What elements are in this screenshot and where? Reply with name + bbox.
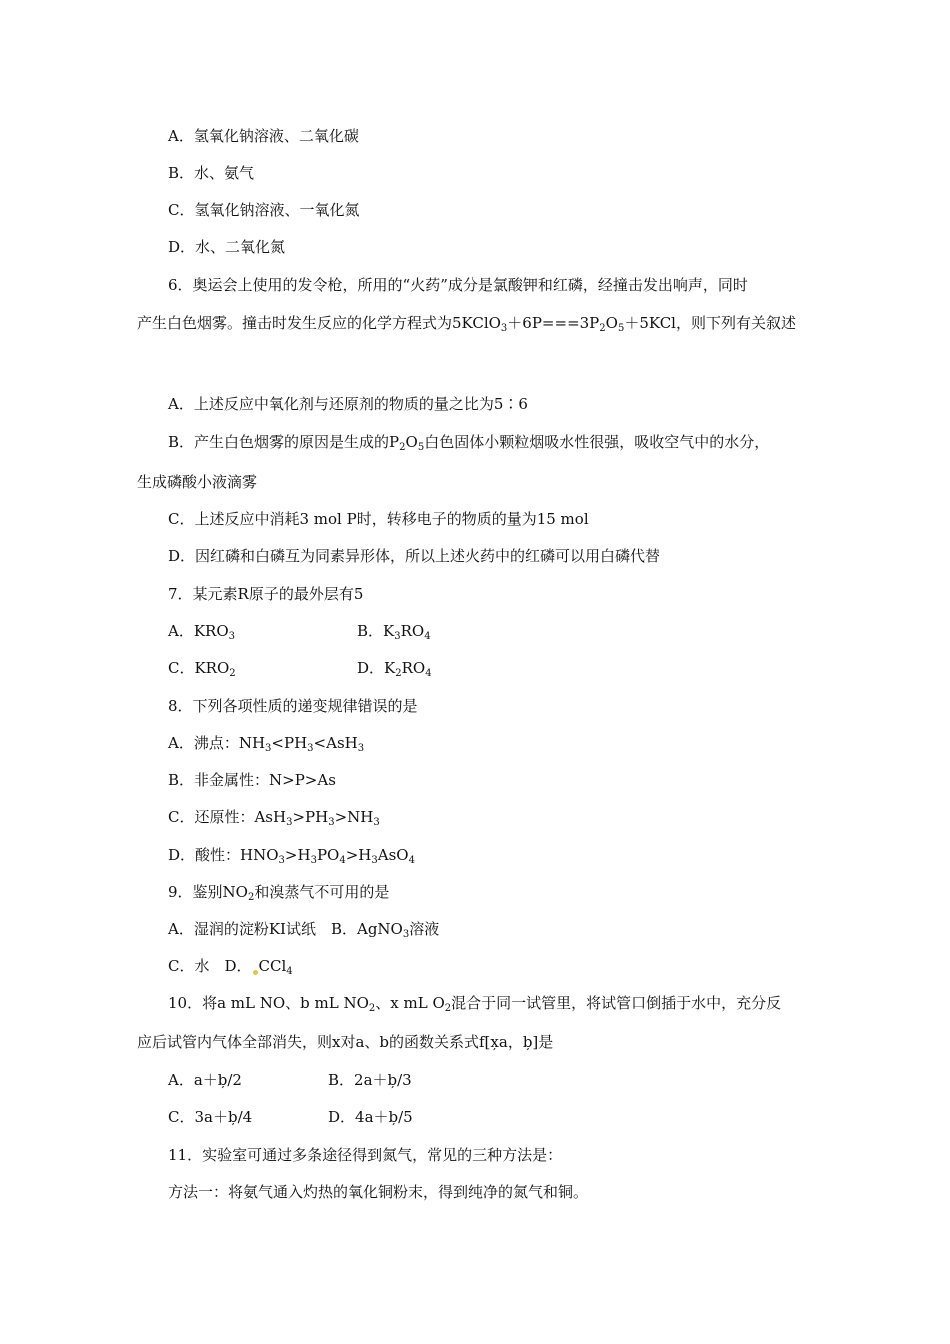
highlight-mark — [253, 970, 258, 975]
q10-option-d: D．4a＋b̦/5 — [328, 1108, 413, 1126]
q8-option-c: C．还原性：$AsH_3>PH_3>NH_3$ — [168, 808, 380, 828]
q7-stem: 7．某元素R原子的最外层有5 — [168, 585, 364, 603]
q11-stem: 11．实验室可通过多条途径得到氮气，常见的三种方法是： — [168, 1146, 563, 1164]
q8-option-b: B．非金属性：N>P>As — [168, 771, 336, 789]
q8-option-d: D．酸性：$HNO_3>H_3PO_4>H_3AsO_4$ — [168, 846, 415, 866]
q5-option-a: A．氢氧化钠溶液、二氧化碳 — [168, 127, 359, 145]
q7-option-c: C．$KRO_2$ — [168, 659, 236, 679]
q9-options-cd: C．水 D． CCl$_4$ — [168, 957, 293, 977]
q10-stem-line1: 10．将a mL NO、b mL $NO_2$、x mL $O_2$混合于同一试管里，将试管口倒插于水中，充分反 — [168, 994, 782, 1014]
q9-options-ab: A．湿润的淀粉KI试纸 B．AgNO$_3$溶液 — [168, 920, 440, 940]
q6-stem-line2: 产生白色烟雾。撞击时发生反应的化学方程式为$5KClO_3+6P===3P_2O_5+5KCl$，则下列有关叙述 — [137, 314, 796, 334]
q10-option-c: C．3a＋b̦/4 — [168, 1108, 253, 1126]
q7-option-a: A．$KRO_3$ — [168, 622, 236, 642]
q10-stem-line2: 应后试管内气体全部消失，则x对a、b的函数关系式f[x̦a，b̦]是 — [137, 1033, 554, 1051]
q6-stem-line1: 6．奥运会上使用的发令枪，所用的“火药”成分是氯酸钾和红磷，经撞击发出响声，同时 — [168, 276, 748, 294]
q11-method1: 方法一：将氨气通入灼热的氧化铜粉末，得到纯净的氮气和铜。 — [168, 1183, 589, 1201]
q9-stem: 9．鉴别$NO_2$和溴蒸气不可用的是 — [168, 883, 390, 903]
q10-option-b: B．2a＋b̦/3 — [328, 1071, 412, 1089]
q8-stem: 8．下列各项性质的递变规律错误的是 — [168, 697, 418, 715]
q6-option-a: A．上述反应中氧化剂与还原剂的物质的量之比为5∶6 — [168, 395, 528, 413]
q6-option-b-line1: B．产生白色烟雾的原因是生成的$P_2O_5$白色固体小颗粒烟吸水性很强，吸收空气中的水分， — [168, 433, 770, 453]
q5-option-c: C．氢氧化钠溶液、一氧化氮 — [168, 201, 360, 219]
q7-option-b: B．$K_3RO_4$ — [357, 622, 431, 642]
q6-option-d: D．因红磷和白磷互为同素异形体，所以上述火药中的红磷可以用白磷代替 — [168, 547, 661, 565]
q7-option-d: D．$K_2RO_4$ — [357, 659, 432, 679]
q5-option-d: D．水、二氧化氮 — [168, 238, 286, 256]
q6-option-b-line2: 生成磷酸小液滴雾 — [137, 473, 258, 491]
q6-option-c: C．上述反应中消耗3 mol P时，转移电子的物质的量为15 mol — [168, 510, 589, 528]
q8-option-a: A．沸点：$NH_3<PH_3<AsH_3$ — [168, 734, 365, 754]
q10-option-a: A．a＋b̦/2 — [168, 1071, 242, 1089]
q5-option-b: B．水、氨气 — [168, 164, 255, 182]
